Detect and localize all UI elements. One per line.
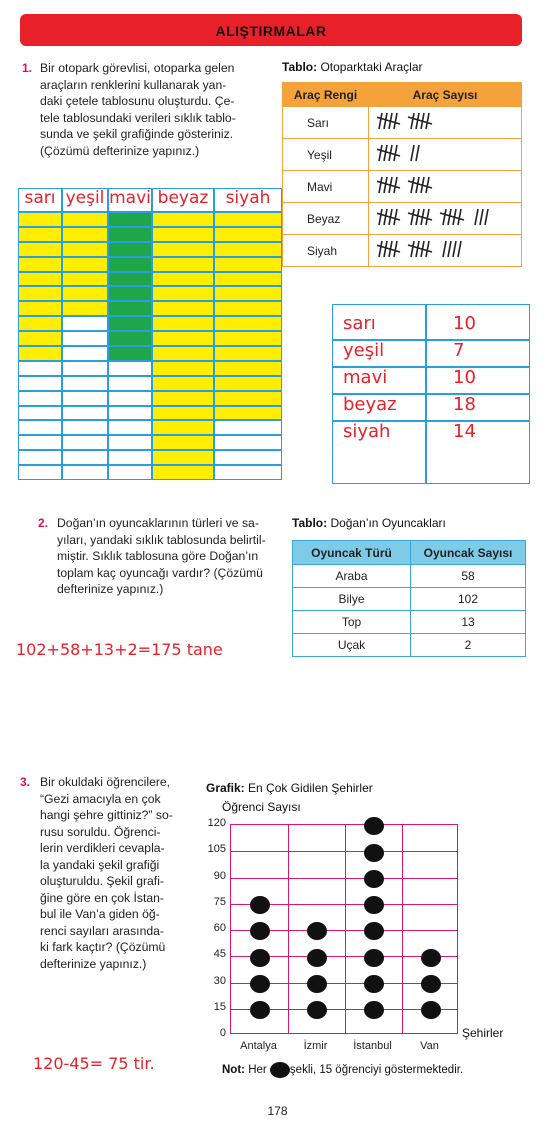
tally-mark [480,209,483,225]
student-symbol-icon [270,1062,290,1078]
tally-mark [458,241,461,257]
q1-text [40,60,272,159]
tally-mark [448,241,451,257]
grid-cell [152,346,214,361]
grid-cell [62,435,108,450]
toys-type-cell: Top [293,611,411,634]
grid-cell [18,391,62,406]
grid-header-1: yeşil [65,188,105,208]
grid-cell [152,316,214,331]
grid-cell [108,331,152,346]
student-symbol-mark [250,922,270,940]
student-symbol-mark [421,949,441,967]
tally-mark [448,209,451,225]
text-line: defterinize yapınız.) [40,956,147,971]
student-symbol-mark [307,975,327,993]
student-symbol-mark [250,1001,270,1019]
grid-cell [152,391,214,406]
grid-cell [18,435,62,450]
grid-cell [62,316,108,331]
grid-cell [108,420,152,435]
tally-mark [416,113,419,129]
student-symbol-mark [364,844,384,862]
text-line: ğine göre en çok İstan- [40,890,164,905]
grid-cell [108,346,152,361]
grid-cell [214,331,282,346]
grid-cell [18,361,62,376]
tally-mark [411,145,414,161]
chart-xlabel: Şehirler [462,1026,504,1040]
tally-header-count: Araç Sayısı [369,83,522,107]
tally-mark [394,241,397,257]
y-tick-label: 105 [207,843,226,856]
grid-cell [62,361,108,376]
tally-mark [426,209,429,225]
grid-cell [62,420,108,435]
q3-answer: 120-45= 75 tir. [33,1054,155,1073]
tally-mark [384,177,387,193]
grid-cell [18,242,62,257]
tally-mark [394,145,397,161]
q3-number: 3. [20,775,31,789]
freq-name: sarı [343,313,376,334]
tally-marks-cell [369,107,522,139]
grid-cell [18,450,62,465]
grid-cell [18,346,62,361]
text-line: sunda ve şekil grafiğinde gösteriniz. [40,127,234,141]
student-symbol-mark [307,1001,327,1019]
q2-table-caption: Tablo: Doğan’ın Oyuncakları [292,516,446,530]
tally-marks-cell [369,235,522,267]
chart-hline [231,851,457,852]
grid-cell [214,212,282,227]
table-row [283,235,522,267]
grid-cell [152,450,214,465]
tally-mark [475,209,478,225]
grid-cell [108,301,152,316]
toys-type-cell: Uçak [293,634,411,657]
y-tick-label: 90 [213,869,226,882]
grid-cell [214,376,282,391]
text-line: rusu soruldu. Öğrenci- [40,824,161,839]
tally-marks-icon [377,109,517,133]
toys-type-cell: Bilye [293,588,411,611]
tally-mark [384,145,387,161]
grid-cell [108,286,152,301]
tally-mark [379,113,382,129]
text-line: miştir. Sıklık tablosuna göre Doğan’ın [57,549,259,563]
tally-mark [411,209,414,225]
grid-cell [214,406,282,421]
toys-type-cell: Araba [293,565,411,588]
grid-cell [152,376,214,391]
student-symbol-mark [250,975,270,993]
text-line: oluşturuldu. Şekil grafi- [40,874,164,888]
text-line: lerin verdikleri cevapla- [40,841,165,855]
grid-cell [108,450,152,465]
text-line: Doğan’ın oyuncaklarının türleri ve sa- [57,516,259,530]
grid-cell [62,406,108,421]
tally-mark [394,177,397,193]
grid-cell [108,227,152,242]
tally-mark [384,113,387,129]
grid-cell [214,435,282,450]
y-tick-label: 75 [213,895,226,908]
toys-header-count: Oyuncak Sayısı [411,541,526,565]
grid-cell [214,272,282,287]
text-line: bul ile Van’a giden öğ- [40,907,160,921]
freq-value: 18 [453,394,476,415]
tally-mark [411,113,414,129]
grid-cell [152,257,214,272]
freq-name: yeşil [343,340,385,361]
tally-mark [379,209,382,225]
table-row [293,611,526,634]
grid-cell [62,227,108,242]
student-symbol-mark [307,949,327,967]
grid-cell [152,435,214,450]
toys-count-cell: 13 [411,611,526,634]
tally-mark [394,113,397,129]
y-tick-label: 60 [213,922,226,934]
student-symbol-mark [421,1001,441,1019]
student-symbol-mark [307,922,327,940]
y-tick-label: 30 [213,974,226,987]
text-line: Bir okuldaki öğrencilere, [40,775,171,789]
page-title: ALIŞTIRMALAR [215,23,327,39]
student-symbol-mark [250,949,270,967]
y-tick-label: 0 [219,1027,226,1039]
tally-mark [453,241,456,257]
q3-text [40,774,200,972]
x-category-label: İzmir [303,1040,328,1052]
tally-table [282,82,522,267]
tally-mark [379,241,382,257]
grid-cell [152,286,214,301]
header-bar [20,14,522,46]
grid-cell [62,391,108,406]
grid-cell [62,331,108,346]
tally-marks-icon [377,205,517,229]
student-symbol-mark [364,1001,384,1019]
tally-color-cell: Sarı [283,107,369,139]
grid-header-cell [152,188,214,212]
tally-mark [416,241,419,257]
grid-cell [62,450,108,465]
tally-color-cell: Mavi [283,171,369,203]
grid-cell [214,227,282,242]
tally-mark [426,241,429,257]
q2-text [57,515,285,598]
tally-color-cell: Siyah [283,235,369,267]
grid-header-cell [18,188,62,212]
grid-cell [18,257,62,272]
chart-title: Grafik: En Çok Gidilen Şehirler [206,781,373,795]
student-symbol-mark [364,949,384,967]
text-line: ki fark kaçtır? (Çözümü [40,940,166,954]
x-category-label: Antalya [240,1040,277,1052]
freq-name: mavi [343,367,388,388]
grid-cell [18,301,62,316]
grid-cell [214,420,282,435]
tally-marks-cell [369,203,522,235]
grid-cell [18,331,62,346]
tally-mark [411,241,414,257]
grid-cell [108,391,152,406]
text-line: araçların renklerini kullanarak yan- [40,77,227,92]
text-line: la yandaki şekil grafiği [40,857,160,872]
text-line: yıları, yandaki sıklık tablosunda belirtil- [57,532,266,547]
grid-cell [62,242,108,257]
text-line: defterinize yapınız.) [57,582,164,596]
table-row [283,171,522,203]
grid-cell [152,465,214,480]
grid-cell [152,301,214,316]
freq-value: 10 [453,367,476,388]
student-symbol-mark [364,975,384,993]
tally-mark [485,209,488,225]
text-line: tele tablosundaki verileri sıklık tablo- [40,110,236,125]
grid-cell [152,406,214,421]
grid-cell [108,316,152,331]
grid-cell [214,361,282,376]
text-line: (Çözümü defterinize yapınız.) [40,143,200,158]
x-category-label: Van [420,1040,439,1052]
q2-number: 2. [38,516,49,530]
tally-marks-cell [369,171,522,203]
tally-color-cell: Yeşil [283,139,369,171]
grid-header-cell [108,188,152,212]
toys-table [292,540,526,657]
tally-marks-cell [369,139,522,171]
y-tick-label: 15 [213,1000,226,1013]
table-row [293,634,526,657]
student-symbol-mark [364,896,384,914]
grid-cell [108,376,152,391]
tally-mark [384,209,387,225]
grid-cell [62,346,108,361]
text-line: daki çetele tablosunu oluşturdu. Çe- [40,94,235,108]
bar-grid [18,188,282,480]
tally-mark [379,145,382,161]
toys-count-cell: 2 [411,634,526,657]
table-row [293,565,526,588]
grid-cell [214,391,282,406]
tally-mark [379,177,382,193]
grid-cell [62,301,108,316]
grid-cell [152,212,214,227]
student-symbol-mark [364,870,384,888]
grid-cell [214,257,282,272]
pictograph-chart [230,824,458,1034]
grid-cell [152,272,214,287]
student-symbol-mark [250,896,270,914]
tally-mark [426,177,429,193]
text-line: hangi şehre gittiniz?” so- [40,808,173,822]
tally-mark [443,209,446,225]
text-line: Bir otopark görevlisi, otoparka gelen [40,61,235,75]
tally-color-cell: Beyaz [283,203,369,235]
toys-header-type: Oyuncak Türü [293,541,411,565]
grid-cell [152,331,214,346]
grid-header-3: beyaz [157,188,209,208]
grid-cell [108,435,152,450]
student-symbol-mark [364,817,384,835]
tally-mark [416,209,419,225]
q2-answer: 102+58+13+2=175 tane [16,640,223,659]
grid-header-cell [62,188,108,212]
tally-mark [416,177,419,193]
grid-cell [18,420,62,435]
chart-vline [288,825,289,1033]
grid-cell [214,301,282,316]
x-category-label: İstanbul [353,1040,392,1052]
grid-cell [62,272,108,287]
grid-cell [62,257,108,272]
grid-cell [62,465,108,480]
grid-cell [18,227,62,242]
grid-header-cell [214,188,282,212]
text-line: “Gezi amacıyla en çok [40,791,161,806]
chart-vline [402,825,403,1033]
page-number: 178 [267,1104,288,1118]
grid-cell [152,420,214,435]
grid-cell [18,272,62,287]
grid-cell [108,361,152,376]
text-line: renci sayıları arasında- [40,923,164,938]
freq-value: 7 [453,340,465,361]
chart-vline [345,825,346,1033]
q1-number: 1. [22,61,33,75]
tally-mark [458,209,461,225]
tally-mark [416,145,419,161]
grid-header-0: sarı [24,188,56,208]
grid-cell [18,465,62,480]
table-row [283,139,522,171]
grid-cell [152,242,214,257]
tally-header-color: Araç Rengi [283,83,369,107]
grid-cell [108,272,152,287]
table-row [293,588,526,611]
chart-hline [231,878,457,879]
grid-cell [108,406,152,421]
grid-cell [18,376,62,391]
grid-cell [108,242,152,257]
student-symbol-mark [364,922,384,940]
table-row [283,203,522,235]
freq-name: beyaz [343,394,397,415]
frequency-table-handwritten [332,304,530,484]
grid-cell [214,242,282,257]
grid-cell [214,450,282,465]
grid-cell [214,316,282,331]
grid-cell [214,465,282,480]
freq-value: 10 [453,313,476,334]
chart-note: Not: Her şekli, 15 öğrenciyi göstermektedir. [222,1062,463,1078]
q1-table-caption: Tablo: Otoparktaki Araçlar [282,60,423,74]
grid-cell [18,286,62,301]
tally-mark [411,177,414,193]
grid-cell [152,227,214,242]
grid-cell [62,376,108,391]
y-tick-label: 120 [207,817,226,829]
table-row [283,107,522,139]
grid-cell [18,212,62,227]
tally-mark [426,113,429,129]
tally-mark [384,241,387,257]
tally-marks-icon [377,141,517,165]
grid-cell [18,406,62,421]
grid-header-2: mavi [109,188,151,208]
grid-cell [108,257,152,272]
grid-header-4: siyah [225,188,271,208]
tally-mark [443,241,446,257]
tally-marks-icon [377,173,517,197]
grid-cell [108,212,152,227]
freq-value: 14 [453,421,476,442]
grid-cell [108,465,152,480]
y-tick-label: 45 [213,948,226,961]
tally-marks-icon [377,237,517,261]
grid-cell [62,286,108,301]
grid-cell [214,346,282,361]
toys-count-cell: 58 [411,565,526,588]
grid-cell [62,212,108,227]
student-symbol-mark [421,975,441,993]
toys-count-cell: 102 [411,588,526,611]
grid-cell [18,316,62,331]
tally-mark [394,209,397,225]
grid-cell [152,361,214,376]
text-line: toplam kaç oyuncağı vardır? (Çözümü [57,565,263,580]
chart-ylabel: Öğrenci Sayısı [222,800,301,814]
freq-name: siyah [343,421,391,442]
grid-cell [214,286,282,301]
